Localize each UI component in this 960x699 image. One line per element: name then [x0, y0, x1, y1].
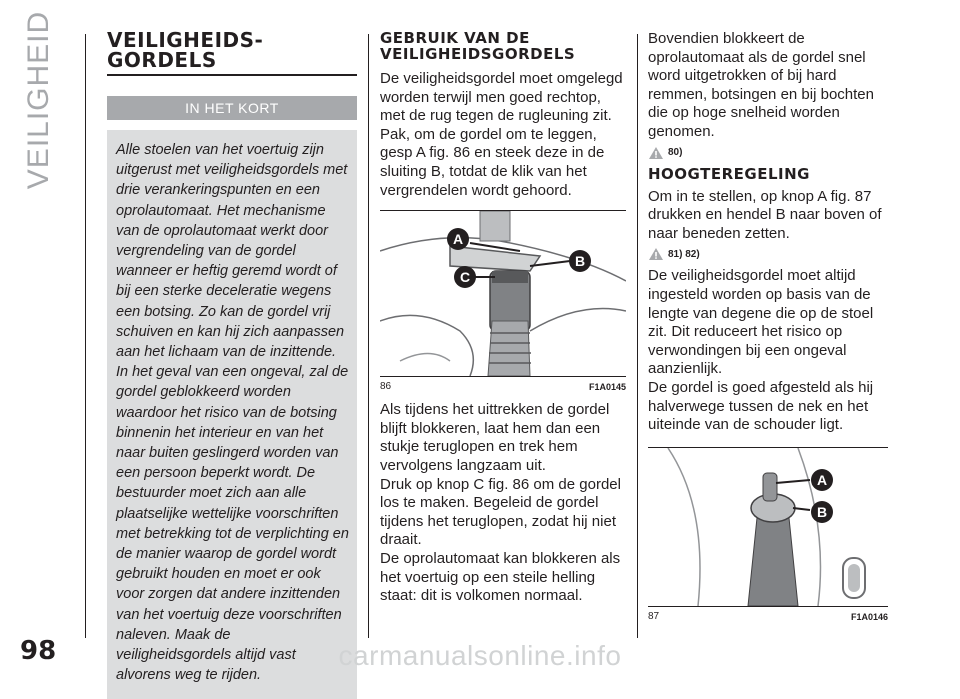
title-line-2: GORDELS: [107, 48, 217, 72]
paragraph: De oprolautomaat kan blokkeren als het voertuig op een steile helling staat: dit is volkomen normaal.: [380, 549, 621, 605]
paragraph: Als tijdens het uittrekken de gordel blijft blokkeren, laat hem dan een stukje teruglopen en trek hem vervolgens langzaam uit.: [380, 401, 610, 474]
figure-code: F1A0146: [850, 611, 888, 622]
section-title-usage: [380, 30, 626, 62]
figure-label-a: A: [452, 231, 464, 248]
figure-label-c: C: [459, 269, 471, 286]
warning-triangle-icon: [648, 247, 664, 261]
paragraph: De gordel is goed afgesteld als hij halverwege tussen de nek en het uiteinde van de schouder ligt.: [648, 378, 874, 434]
section-title-line-1: GEBRUIK VAN DE: [380, 29, 530, 47]
watermark: carmanualsonline.info: [338, 640, 622, 671]
warning-reference: [648, 247, 888, 261]
column-2: [380, 30, 626, 606]
seatbelt-buckle-illustration: [380, 211, 626, 376]
section-title-height: HOOGTEREGELING: [648, 164, 810, 183]
figure-code: F1A0145: [588, 382, 626, 393]
height-adjuster-illustration: [648, 448, 888, 606]
page-title: [107, 30, 357, 76]
paragraph: Om in te stellen, op knop A fig. 87 drukken en hendel B naar boven of naar beneden zetten.: [648, 187, 882, 242]
figure-86: [380, 210, 626, 393]
summary-header: IN HET KORT: [107, 96, 357, 120]
divider-right: [637, 34, 638, 638]
page-number: 98: [20, 636, 57, 666]
section-side-label: VEILIGHEID: [22, 10, 55, 190]
warning-text: 80): [668, 147, 683, 159]
divider-middle: [368, 34, 369, 638]
section-title-line-2: VEILIGHEIDSGORDELS: [380, 45, 576, 63]
figure-label-b: B: [574, 253, 586, 270]
paragraph: Bovendien blokkeert de oprolautomaat als de gordel snel word uitgetrokken of bij hard remmen, botsingen en bij bochten die op hoge snelheid worden genomen.: [648, 30, 874, 140]
column-1: [107, 30, 357, 699]
warning-reference: [648, 146, 888, 160]
paragraph: De veiligheidsgordel moet altijd ingesteld worden op basis van de lengte van degene die op de stoel zit. Dit reduceert het risico op verwondingen bij een ongeval aanzienlijk.: [648, 267, 874, 378]
paragraph: Druk op knop C fig. 86 om de gordel los te maken. Begeleid de gordel tijdens het teruglopen, zodat hij niet draait.: [380, 475, 621, 549]
figure-label-b: B: [816, 503, 828, 520]
summary-text: Alle stoelen van het voertuig zijn uitgerust met veiligheidsgordels met drie verankeringspunten en een oprolautomaat. Het mechanisme van de oprolautomaat werkt door vergrendeling van de gordel wanneer er heftig geremd wordt of bij een sterke deceleratie wegens een botsing. Zo kan de gordel vrij schuiven en kan hij zich aanpassen aan het lichaam van de inzittende. In het geval van een ongeval, zal de gordel geblokkeerd worden waardoor het risico van de botsing binnenin het interieur en van het naar buiten geslingerd worden van een persoon beperkt wordt. De bestuurder moet zich aan alle plaatselijke wettelijke voorschriften met betrekking tot de verplichting en de manier waarop de gordel wordt gebruikt houden en moet er ook voor zorgen dat andere inzittenden van het voertuig deze voorschriften naleven. Maak de veiligheidsgordels altijd vast alvorens weg te rijden.: [116, 142, 349, 684]
divider-left: [85, 34, 86, 638]
figure-87: [648, 447, 888, 622]
warning-triangle-icon: [648, 146, 664, 160]
warning-text: 81) 82): [668, 248, 700, 260]
paragraph: Pak, om de gordel om te leggen, gesp A fig. 86 en steek deze in de sluiting B, totdat de klik van het vergrendelen wordt gehoord.: [380, 125, 605, 199]
figure-number: 87: [648, 610, 660, 622]
title-line-1: VEILIGHEIDS-: [107, 28, 264, 52]
summary-box: [107, 130, 357, 699]
paragraph: De veiligheidsgordel moet omgelegd worden terwijl men goed rechtop, met de rug tegen de rugleuning zit.: [380, 70, 623, 125]
column-3: [648, 30, 888, 622]
figure-label-a: A: [816, 471, 828, 488]
figure-number: 86: [380, 381, 392, 393]
